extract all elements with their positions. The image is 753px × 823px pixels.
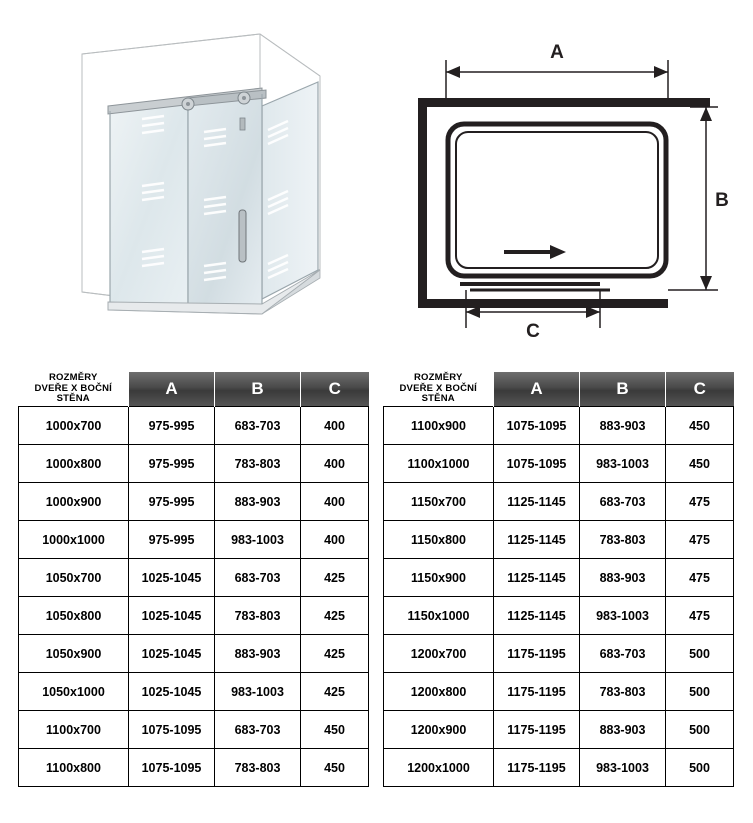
table-row — [19, 559, 369, 597]
table-header-row — [384, 372, 734, 407]
shower-enclosure-plan-view — [400, 40, 730, 340]
table-row — [19, 597, 369, 635]
cell-b: 783-803 — [215, 597, 301, 635]
header-b: B — [580, 372, 666, 407]
cell-c: 475 — [666, 597, 734, 635]
cell-size: 1200x700 — [384, 635, 494, 673]
cell-size: 1100x900 — [384, 407, 494, 445]
cell-size: 1000x800 — [19, 445, 129, 483]
table-row — [19, 711, 369, 749]
cell-size: 1100x700 — [19, 711, 129, 749]
cell-c: 400 — [301, 483, 369, 521]
cell-b: 883-903 — [215, 483, 301, 521]
table-row — [384, 749, 734, 787]
header-a: A — [129, 372, 215, 407]
cell-a: 1175-1195 — [494, 711, 580, 749]
cell-a: 1075-1095 — [494, 407, 580, 445]
table-row — [384, 445, 734, 483]
cell-size: 1000x1000 — [19, 521, 129, 559]
cell-c: 500 — [666, 673, 734, 711]
header-size-label — [19, 372, 129, 407]
header-size-line2: DVEŘE X BOČNÍ STĚNA — [34, 382, 113, 405]
cell-size: 1150x800 — [384, 521, 494, 559]
cell-b: 983-1003 — [580, 749, 666, 787]
table-row — [19, 483, 369, 521]
illustration-area — [0, 0, 753, 360]
dimensions-table-right — [383, 372, 733, 787]
shower-enclosure-3d-view — [30, 14, 350, 344]
cell-c: 450 — [666, 407, 734, 445]
cell-b: 983-1003 — [580, 445, 666, 483]
table-row — [384, 559, 734, 597]
table-row — [19, 673, 369, 711]
cell-size: 1050x900 — [19, 635, 129, 673]
cell-size: 1000x700 — [19, 407, 129, 445]
cell-b: 883-903 — [580, 559, 666, 597]
cell-a: 1025-1045 — [129, 597, 215, 635]
cell-b: 683-703 — [580, 483, 666, 521]
table-row — [384, 673, 734, 711]
cell-a: 1125-1145 — [494, 521, 580, 559]
header-a: A — [494, 372, 580, 407]
cell-size: 1200x1000 — [384, 749, 494, 787]
cell-a: 975-995 — [129, 483, 215, 521]
cell-b: 883-903 — [580, 407, 666, 445]
header-c: C — [301, 372, 369, 407]
cell-a: 1075-1095 — [494, 445, 580, 483]
cell-b: 983-1003 — [580, 597, 666, 635]
cell-size: 1050x800 — [19, 597, 129, 635]
table-row — [384, 407, 734, 445]
cell-a: 1125-1145 — [494, 597, 580, 635]
cell-a: 1075-1095 — [129, 749, 215, 787]
cell-a: 1175-1195 — [494, 673, 580, 711]
cell-a: 1025-1045 — [129, 673, 215, 711]
cell-a: 975-995 — [129, 521, 215, 559]
table-row — [384, 635, 734, 673]
cell-size: 1100x800 — [19, 749, 129, 787]
cell-c: 425 — [301, 559, 369, 597]
cell-c: 450 — [301, 711, 369, 749]
cell-a: 1175-1195 — [494, 635, 580, 673]
cell-b: 883-903 — [580, 711, 666, 749]
cell-a: 1025-1045 — [129, 559, 215, 597]
cell-size: 1050x700 — [19, 559, 129, 597]
cell-c: 400 — [301, 407, 369, 445]
cell-a: 1125-1145 — [494, 559, 580, 597]
cell-size: 1150x700 — [384, 483, 494, 521]
cell-a: 975-995 — [129, 407, 215, 445]
cell-b: 783-803 — [580, 521, 666, 559]
dimensions-table-left — [18, 372, 368, 787]
cell-a: 1175-1195 — [494, 749, 580, 787]
cell-size: 1050x1000 — [19, 673, 129, 711]
cell-a: 1025-1045 — [129, 635, 215, 673]
table-row — [19, 635, 369, 673]
plan-label-c: C — [526, 321, 540, 340]
cell-c: 475 — [666, 483, 734, 521]
table-row — [384, 521, 734, 559]
header-b: B — [215, 372, 301, 407]
cell-c: 400 — [301, 445, 369, 483]
plan-label-a: A — [550, 42, 564, 63]
cell-c: 450 — [666, 445, 734, 483]
header-c: C — [666, 372, 734, 407]
cell-b: 883-903 — [215, 635, 301, 673]
cell-size: 1000x900 — [19, 483, 129, 521]
cell-size: 1150x900 — [384, 559, 494, 597]
cell-b: 783-803 — [215, 749, 301, 787]
cell-size: 1200x900 — [384, 711, 494, 749]
table-row — [19, 445, 369, 483]
table-row — [384, 711, 734, 749]
cell-size: 1200x800 — [384, 673, 494, 711]
cell-b: 783-803 — [580, 673, 666, 711]
cell-b: 983-1003 — [215, 521, 301, 559]
plan-label-b: B — [715, 190, 729, 211]
cell-b: 683-703 — [215, 711, 301, 749]
header-size-line1: ROZMĚRY — [413, 371, 463, 383]
cell-c: 475 — [666, 559, 734, 597]
cell-c: 425 — [301, 673, 369, 711]
header-size-line2: DVEŘE X BOČNÍ STĚNA — [399, 382, 478, 405]
cell-size: 1100x1000 — [384, 445, 494, 483]
cell-c: 500 — [666, 635, 734, 673]
cell-b: 983-1003 — [215, 673, 301, 711]
table-row — [384, 597, 734, 635]
table-row — [19, 521, 369, 559]
cell-c: 400 — [301, 521, 369, 559]
cell-c: 500 — [666, 711, 734, 749]
cell-a: 975-995 — [129, 445, 215, 483]
cell-size: 1150x1000 — [384, 597, 494, 635]
cell-b: 683-703 — [215, 559, 301, 597]
header-size-line1: ROZMĚRY — [48, 371, 98, 383]
table-row — [384, 483, 734, 521]
cell-c: 450 — [301, 749, 369, 787]
cell-b: 783-803 — [215, 445, 301, 483]
cell-a: 1125-1145 — [494, 483, 580, 521]
cell-c: 500 — [666, 749, 734, 787]
table-row — [19, 407, 369, 445]
cell-b: 683-703 — [215, 407, 301, 445]
cell-c: 475 — [666, 521, 734, 559]
cell-a: 1075-1095 — [129, 711, 215, 749]
cell-c: 425 — [301, 635, 369, 673]
cell-c: 425 — [301, 597, 369, 635]
table-header-row — [19, 372, 369, 407]
table-row — [19, 749, 369, 787]
header-size-label — [384, 372, 494, 407]
cell-b: 683-703 — [580, 635, 666, 673]
